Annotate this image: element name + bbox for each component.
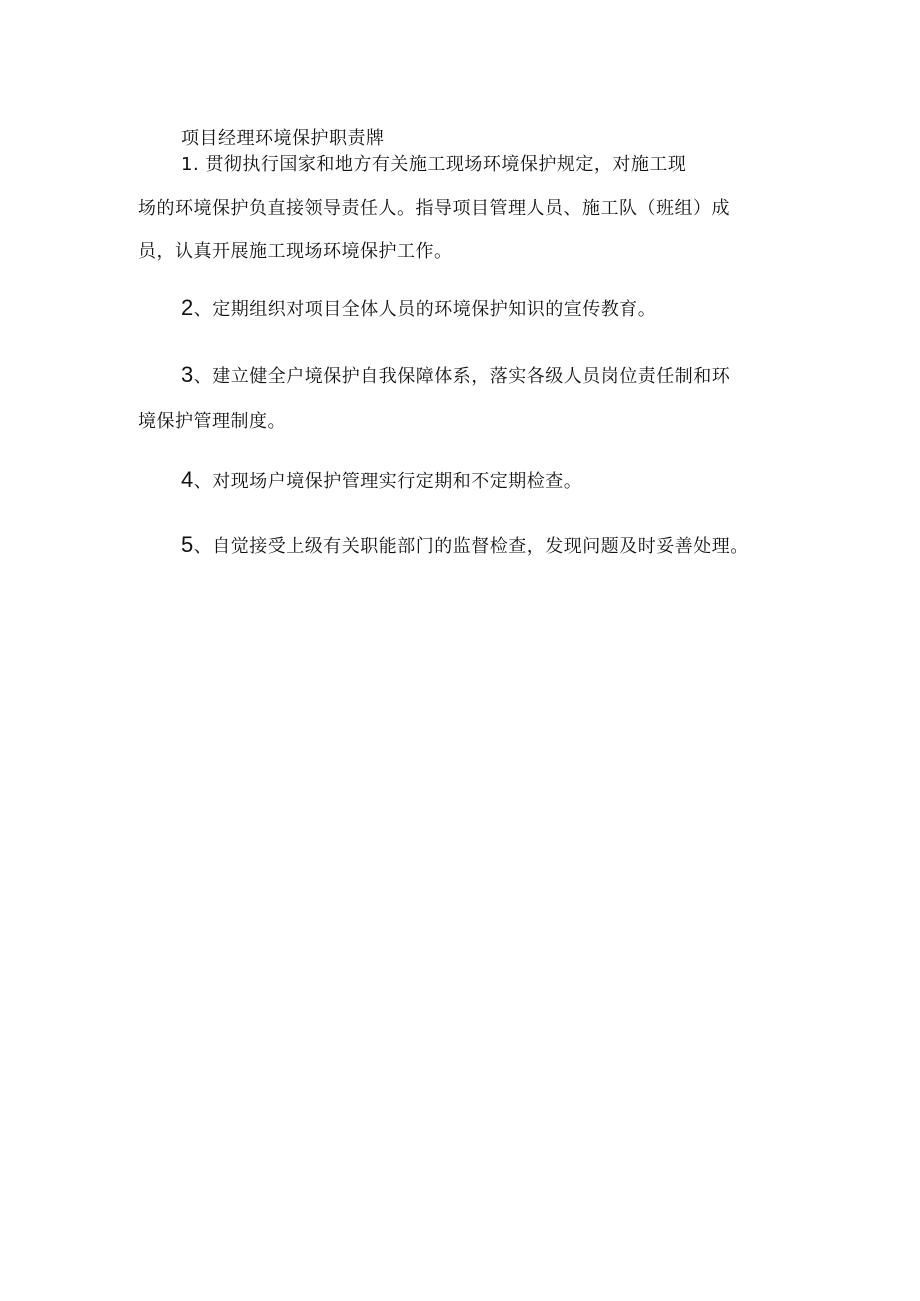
item-1-line-3: 员，认真开展施工现场环境保护工作。	[138, 241, 453, 262]
item-3-line-1	[181, 364, 730, 386]
item-4	[181, 469, 582, 491]
item-3-text-line-1: 、建立健全户境保护自我保障体系，落实各级人员岗位责任制和环	[193, 366, 731, 387]
item-1-line-1: 1. 贯彻执行国家和地方有关施工现场环境保护规定，对施工现	[181, 154, 687, 175]
item-3-line-2: 境保护管理制度。	[138, 411, 286, 432]
document-title: 项目经理环境保护职责牌	[181, 128, 385, 149]
item-2-number: 2	[181, 295, 194, 320]
item-1-line-2: 场的环境保护负直接领导责任人。指导项目管理人员、施工队（班组）成	[138, 198, 730, 219]
item-5-text: 、自觉接受上级有关职能部门的监督检查，发现问题及时妥善处理。	[193, 536, 749, 557]
item-4-text: 、对现场户境保护管理实行定期和不定期检查。	[193, 471, 583, 492]
item-5-number: 5	[181, 532, 194, 557]
item-3-number: 3	[181, 362, 194, 387]
item-2-text: 、定期组织对项目全体人员的环境保护知识的宣传教育。	[193, 299, 657, 320]
item-2	[181, 297, 656, 319]
item-5	[181, 534, 749, 556]
item-4-number: 4	[181, 467, 194, 492]
